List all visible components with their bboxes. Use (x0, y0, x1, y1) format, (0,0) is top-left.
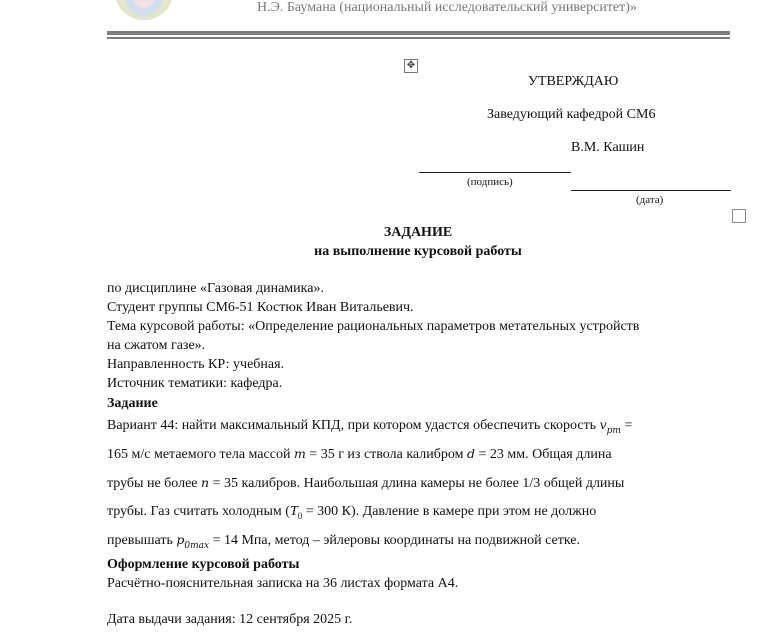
assignment-line-1: Вариант 44: найти максимальный КПД, при котором удастся обеспечить скорость $v_{pm}$ = (107, 417, 633, 436)
info-topic-cont: на сжатом газе». (107, 338, 206, 353)
signature-line (419, 172, 571, 173)
task-title: ЗАДАНИЕ (383, 225, 453, 240)
signature-caption: (подпись) (467, 176, 513, 188)
approval-title: УТВЕРЖДАЮ (528, 74, 619, 89)
info-orientation: Направленность КР: учебная. (107, 357, 285, 372)
date-line (571, 190, 731, 191)
table-move-handle-icon[interactable]: ✥ (404, 59, 418, 73)
issue-date: Дата выдачи задания: 12 сентября 2025 г. (107, 612, 353, 627)
header-divider-thin (107, 37, 730, 39)
assignment-line-5: превышать $p_{0max} = 14$ Мпа, метод – эйлеровы координаты на подвижной сетке. (107, 532, 581, 551)
assignment-line-3: трубы не более n = 35 калибров. Наибольшая длина камеры не более 1/3 общей длины (107, 475, 625, 491)
info-topic: Тема курсовой работы: «Определение рациональных параметров метательных устройств (107, 319, 640, 334)
table-resize-handle[interactable] (732, 209, 746, 223)
info-student: Студент группы СМ6-51 Костюк Иван Витальевич. (107, 300, 414, 315)
task-subtitle: на выполнение курсовой работы (314, 244, 522, 259)
assignment-line-4: трубы. Газ считать холодным ($T_0 = 300$ К). Давление в камере при этом не должно (107, 504, 597, 521)
approval-position: Заведующий кафедрой СМ6 (487, 107, 656, 122)
format-heading: Оформление курсовой работы (107, 557, 300, 572)
approval-name: В.М. Кашин (571, 140, 645, 155)
university-logo (115, 0, 173, 20)
date-caption: (дата) (636, 194, 664, 206)
header-divider (107, 31, 730, 35)
university-name: Н.Э. Баумана (национальный исследовательский университет)» (257, 0, 637, 15)
assignment-line-2: 165 м/с метаемого тела массой m = 35 г из ствола калибром d = 23 мм. Общая длина (107, 446, 612, 462)
info-discipline: по дисциплине «Газовая динамика». (107, 281, 324, 296)
assignment-heading: Задание (107, 396, 158, 411)
info-source: Источник тематики: кафедра. (107, 376, 283, 391)
format-text: Расчётно-пояснительная записка на 36 листах формата А4. (107, 576, 459, 591)
